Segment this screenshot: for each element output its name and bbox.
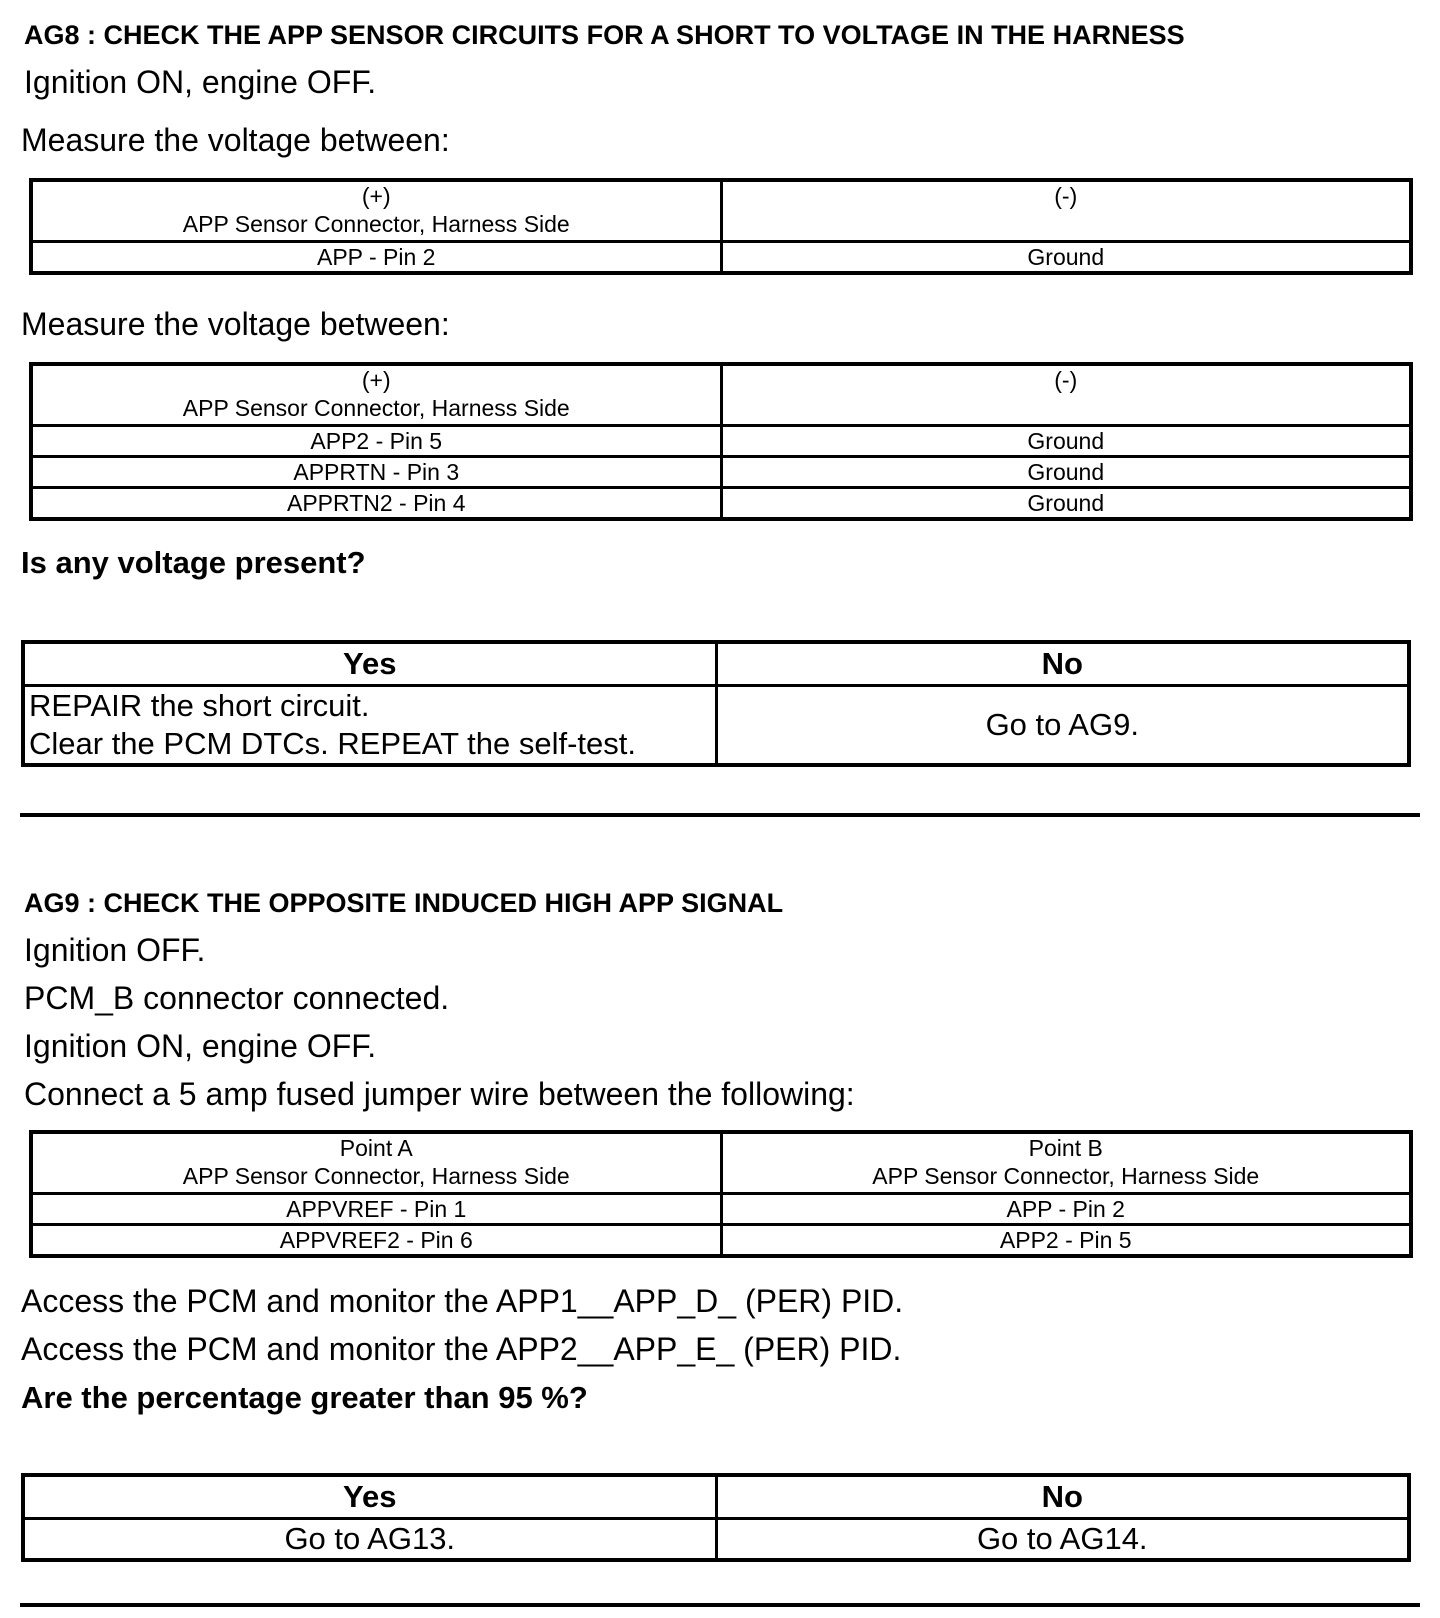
point-b-cell: APP2 - Pin 5 (721, 1225, 1411, 1257)
ag9-jumper-table (29, 1130, 1413, 1258)
table-header-positive (31, 364, 721, 426)
connector-label: APP Sensor Connector, Harness Side (182, 211, 570, 237)
table-header-negative: (-) (721, 364, 1411, 426)
table-header-positive (31, 180, 721, 242)
ag8-voltage-table-2 (29, 362, 1413, 521)
table-row (31, 1194, 1411, 1225)
yes-action-cell: Go to AG13. (23, 1519, 716, 1561)
section-divider (20, 813, 1420, 817)
ground-cell: Ground (721, 488, 1411, 520)
ground-cell: Ground (721, 242, 1411, 274)
connector-label: APP Sensor Connector, Harness Side (872, 1163, 1260, 1189)
connector-label: APP Sensor Connector, Harness Side (182, 1163, 570, 1189)
ag8-result-table (21, 640, 1411, 767)
ag8-measure-label-2: Measure the voltage between: (21, 306, 450, 342)
table-row (31, 426, 1411, 457)
ground-cell: Ground (721, 426, 1411, 457)
point-b-cell: APP - Pin 2 (721, 1194, 1411, 1225)
point-a-cell: APPVREF2 - Pin 6 (31, 1225, 721, 1257)
pin-cell: APP2 - Pin 5 (31, 426, 721, 457)
ag9-step-jumper: Connect a 5 amp fused jumper wire between the following: (24, 1076, 855, 1112)
no-header: No (716, 642, 1409, 686)
ag8-heading: AG8 : CHECK THE APP SENSOR CIRCUITS FOR A SHORT TO VOLTAGE IN THE HARNESS (24, 20, 1185, 50)
yes-action-cell (23, 686, 716, 766)
ag9-step-ignition-off: Ignition OFF. (24, 932, 206, 968)
no-header: No (716, 1475, 1409, 1519)
yes-action-line-1: REPAIR the short circuit. (29, 688, 370, 723)
positive-label: (+) (361, 183, 391, 209)
ag9-question: Are the percentage greater than 95 %? (21, 1380, 588, 1415)
point-a-cell: APPVREF - Pin 1 (31, 1194, 721, 1225)
ag9-step-ignition-on: Ignition ON, engine OFF. (24, 1028, 377, 1064)
ag9-heading: AG9 : CHECK THE OPPOSITE INDUCED HIGH APP SIGNAL (24, 888, 784, 918)
table-header-negative: (-) (721, 180, 1411, 242)
point-b-label: Point B (1028, 1135, 1103, 1161)
table-row (31, 488, 1411, 520)
ag9-step-connector: PCM_B connector connected. (24, 980, 450, 1016)
positive-label: (+) (361, 367, 391, 393)
ag8-step-ignition: Ignition ON, engine OFF. (24, 64, 377, 100)
yes-header: Yes (23, 642, 716, 686)
no-action-cell: Go to AG14. (716, 1519, 1409, 1561)
ag8-voltage-table-1 (29, 178, 1413, 275)
ag9-result-table (21, 1473, 1411, 1562)
table-row (31, 1225, 1411, 1257)
ag8-measure-label-1: Measure the voltage between: (21, 122, 450, 158)
connector-label: APP Sensor Connector, Harness Side (182, 395, 570, 421)
point-a-label: Point A (339, 1135, 413, 1161)
ag9-step-monitor-app2: Access the PCM and monitor the APP2__APP_E_ (PER) PID. (21, 1331, 902, 1367)
no-action-cell: Go to AG9. (716, 686, 1409, 766)
table-header-point-a (31, 1132, 721, 1194)
pin-cell: APP - Pin 2 (31, 242, 721, 274)
table-row (31, 457, 1411, 488)
table-header-point-b (721, 1132, 1411, 1194)
ground-cell: Ground (721, 457, 1411, 488)
ag8-question: Is any voltage present? (21, 545, 366, 580)
yes-header: Yes (23, 1475, 716, 1519)
pin-cell: APPRTN2 - Pin 4 (31, 488, 721, 520)
ag9-step-monitor-app1: Access the PCM and monitor the APP1__APP_D_ (PER) PID. (21, 1283, 904, 1319)
table-row (31, 242, 1411, 274)
section-divider (20, 1603, 1420, 1607)
yes-action-line-2: Clear the PCM DTCs. REPEAT the self-test. (29, 726, 636, 761)
pin-cell: APPRTN - Pin 3 (31, 457, 721, 488)
